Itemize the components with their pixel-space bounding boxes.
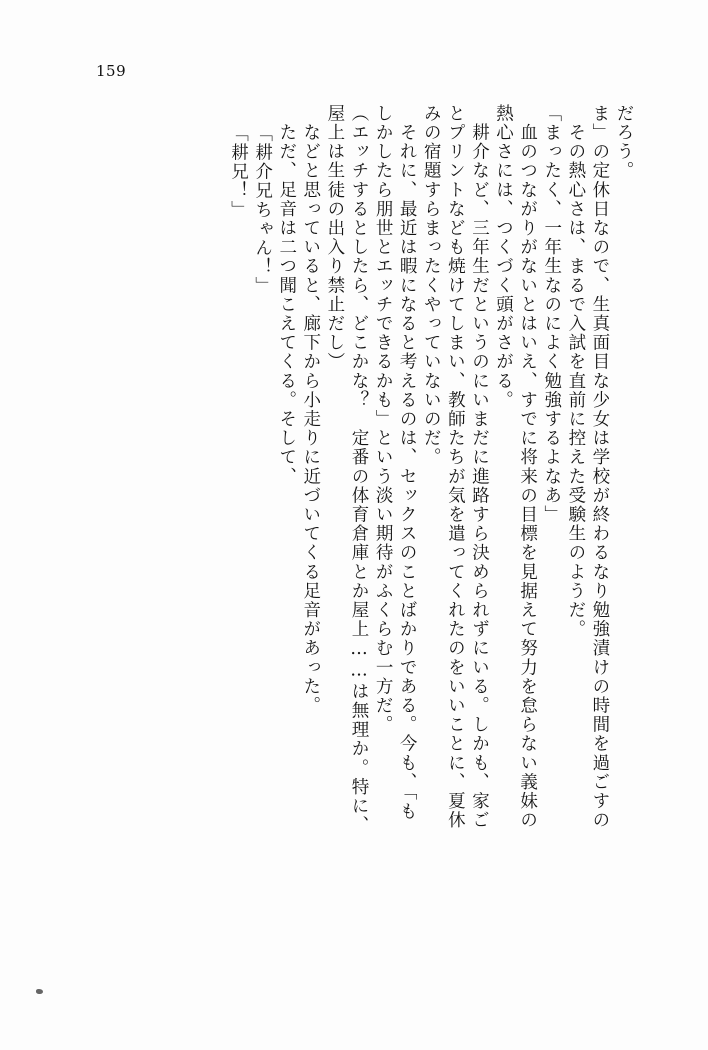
page-smudge-mark	[36, 989, 43, 994]
text-column: だろう。	[614, 104, 634, 181]
text-column: などと思っていると、廊下から小走りに近づいてくる足音があった。	[300, 104, 321, 716]
text-column: みの宿題すらまったくやっていないのだ。	[421, 104, 442, 467]
text-column: 「耕兄！」	[228, 124, 249, 220]
vertical-text-body	[72, 104, 632, 984]
page-number: 159	[96, 62, 127, 80]
text-column: ま」の定休日なので、生真面目な少女は学校が終わるなり勉強漬けの時間を過ごすの	[589, 104, 610, 830]
text-column: 「まったく、一年生なのによく勉強するよなあ」	[541, 104, 562, 525]
text-column: 屋上は生徒の出入り禁止だし）	[324, 104, 345, 372]
text-column: それに、最近は暇になると考えるのは、セックスのことばかりである。今も、「も	[397, 104, 418, 822]
text-column: 耕介など、三年生だというのにいまだに進路すら決められずにいる。しかも、家ご	[469, 104, 490, 830]
text-column: （エッチするとしたら、どこかな？ 定番の体育倉庫とか屋上……は無理か。特に、	[348, 104, 369, 835]
text-column: その熱心さは、まるで入試を直前に控えた受験生のようだ。	[565, 104, 586, 639]
text-column: とプリントなども焼けてしまい、教師たちが気を遣ってくれたのをいいことに、夏休	[445, 104, 466, 830]
text-column: ただ、足音は二つ聞こえてくる。そして、	[276, 104, 297, 486]
text-column: 熱心さには、つくづく頭がさがる。	[493, 104, 514, 410]
text-column: 「耕介兄ちゃん！」	[252, 124, 273, 296]
text-column: しかしたら朋世とエッチできるかも」という淡い期待がふくらむ一方だ。	[373, 104, 394, 735]
text-column: 血のつながりがないとはいえ、すでに将来の目標を見据えて努力を怠らない義妹の	[517, 104, 538, 830]
